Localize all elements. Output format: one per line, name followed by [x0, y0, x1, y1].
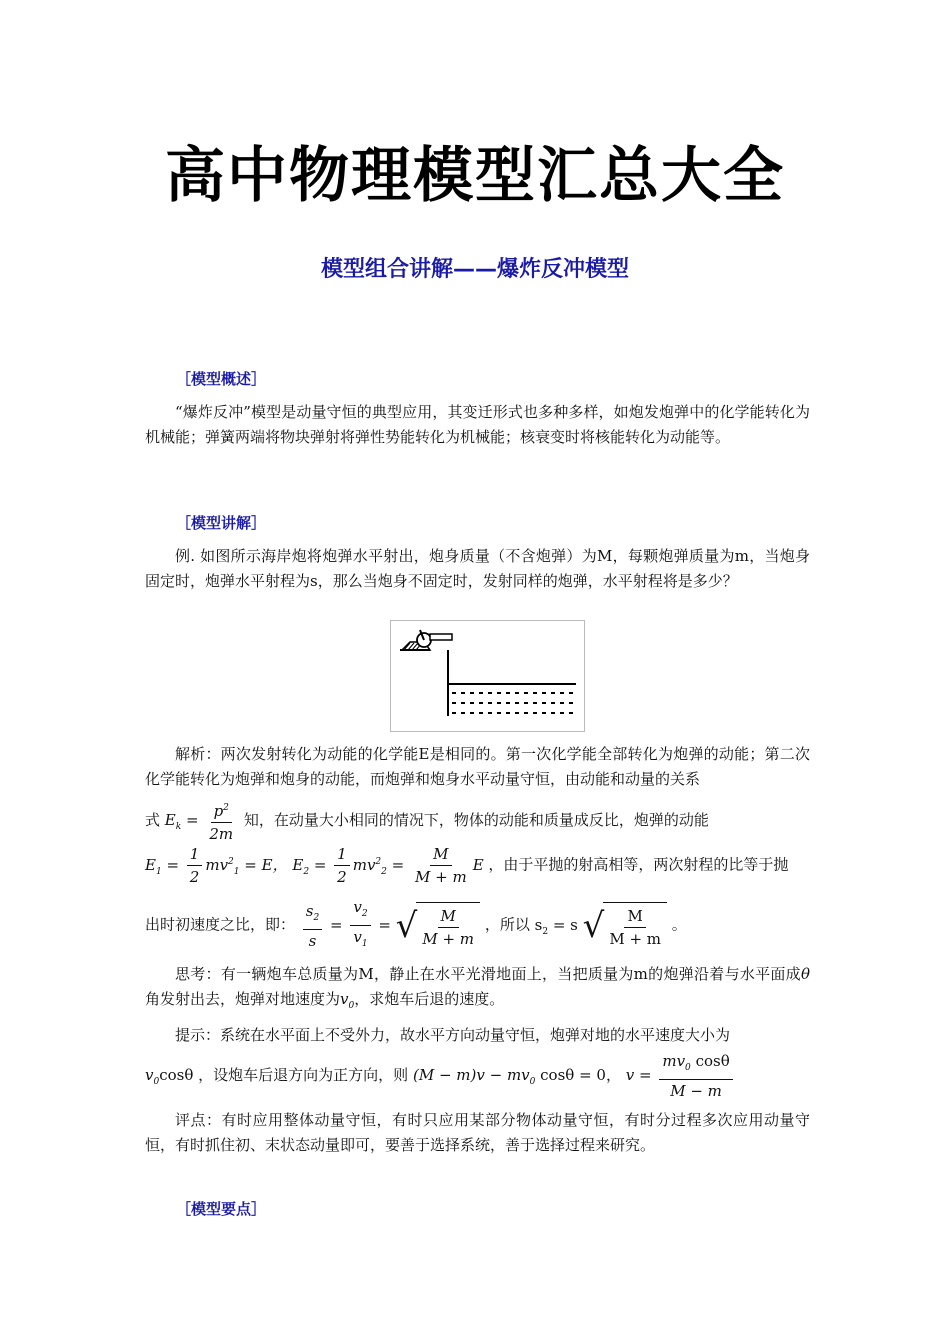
- ek-fraction: $\frac{p^2}{2m}$: [206, 797, 236, 845]
- section-heading-explanation: ［模型讲解］: [176, 514, 267, 532]
- analysis-line4-text: ，由于平抛的射高相等，两次射程的比等于抛: [488, 855, 789, 874]
- ratio-formula: $\frac{s_2}{s}$ = $\frac{v_2}{v_1}$ = √ $\frac{M}{M + m}$: [300, 916, 485, 934]
- e1-formula: $E_1$ = $\frac{1}{2}$ $mv^2_1 = E$，: [145, 845, 288, 886]
- hint-line2-text: ，设炮车后退方向为正方向，则: [198, 1066, 409, 1084]
- page-subtitle: 模型组合讲解——爆炸反冲模型: [320, 257, 629, 282]
- hint-line-momentum: [145, 1050, 810, 1102]
- analysis-line-ratio: [145, 896, 810, 955]
- s2-formula: $s_2 = s$ √ $\frac{M}{M + m}$: [535, 916, 672, 934]
- e2-formula: $E_2$ = $\frac{1}{2}$ $mv^2_2$ = $\frac{M}{M + m}$ E: [292, 845, 484, 886]
- think-paragraph: 思考：有一辆炮车总质量为M，静止在水平光滑地面上，当把质量为m的炮弹沿着与水平面成θ角发射出去，炮弹对地速度为$v_0$，求炮车后退的速度。: [145, 965, 810, 1011]
- v0-cos-term: $v_0\cos\theta$: [145, 1066, 194, 1087]
- overview-paragraph: “爆炸反冲”模型是动量守恒的典型应用，其变迁形式也多种多样，如炮发炮弹中的化学能转化为机械能；弹簧两端将物块弹射将弹性势能转化为机械能；核衰变时将核能转化为动能等。: [145, 403, 810, 446]
- page-title: 高中物理模型汇总大全: [165, 141, 785, 211]
- analysis-prefix: 式: [145, 811, 161, 829]
- analysis-line-energies: [145, 843, 810, 888]
- ek-symbol: $E_k$: [164, 811, 182, 832]
- example-paragraph: 例. 如图所示海岸炮将炮弹水平射出，炮身质量（不含炮弹）为M，每颗炮弹质量为m，当炮身固定时，炮弹水平射程为s，那么当炮身不固定时，发射同样的炮弹，水平射程将是多少？: [145, 547, 810, 590]
- section-heading-overview: ［模型概述］: [176, 370, 267, 388]
- momentum-equation: $(M - m)v - mv_0$ cosθ = 0，: [412, 1066, 621, 1087]
- analysis-line5-prefix: 出时初速度之比，即：: [145, 915, 296, 934]
- analysis-line3-text: 知，在动量大小相同的情况下，物体的动能和质量成反比，炮弹的动能: [243, 811, 709, 829]
- analysis-line5-mid: ，所以: [484, 915, 530, 934]
- velocity-formula: v = $\frac{mv_0 \cos\theta}{M - m}$: [626, 1066, 736, 1084]
- coastal-cannon-figure: [390, 620, 585, 732]
- analysis-paragraph: 解析：两次发射转化为动能的化学能E是相同的。第一次化学能全部转化为炮弹的动能；第二次化学能转化为炮弹和炮身的动能，而炮弹和炮身水平动量守恒，由动能和动量的关系: [145, 745, 810, 788]
- comment-paragraph: 评点：有时应用整体动量守恒，有时只应用某部分物体动量守恒，有时分过程多次应用动量守恒，有时抓住初、末状态动量即可，要善于选择系统，善于选择过程来研究。: [145, 1111, 810, 1154]
- analysis-line-kinetic-energy: 式 $E_k$ = $\frac{p^2}{2m}$ 知，在动量大小相同的情况下，物体的动能和质量成反比，炮弹的动能: [145, 797, 810, 845]
- section-heading-keypoints: ［模型要点］: [176, 1200, 267, 1218]
- analysis-line5-end: 。: [671, 915, 687, 934]
- hint-paragraph: 提示：系统在水平面上不受外力，故水平方向动量守恒，炮弹对地的水平速度大小为: [175, 1026, 731, 1044]
